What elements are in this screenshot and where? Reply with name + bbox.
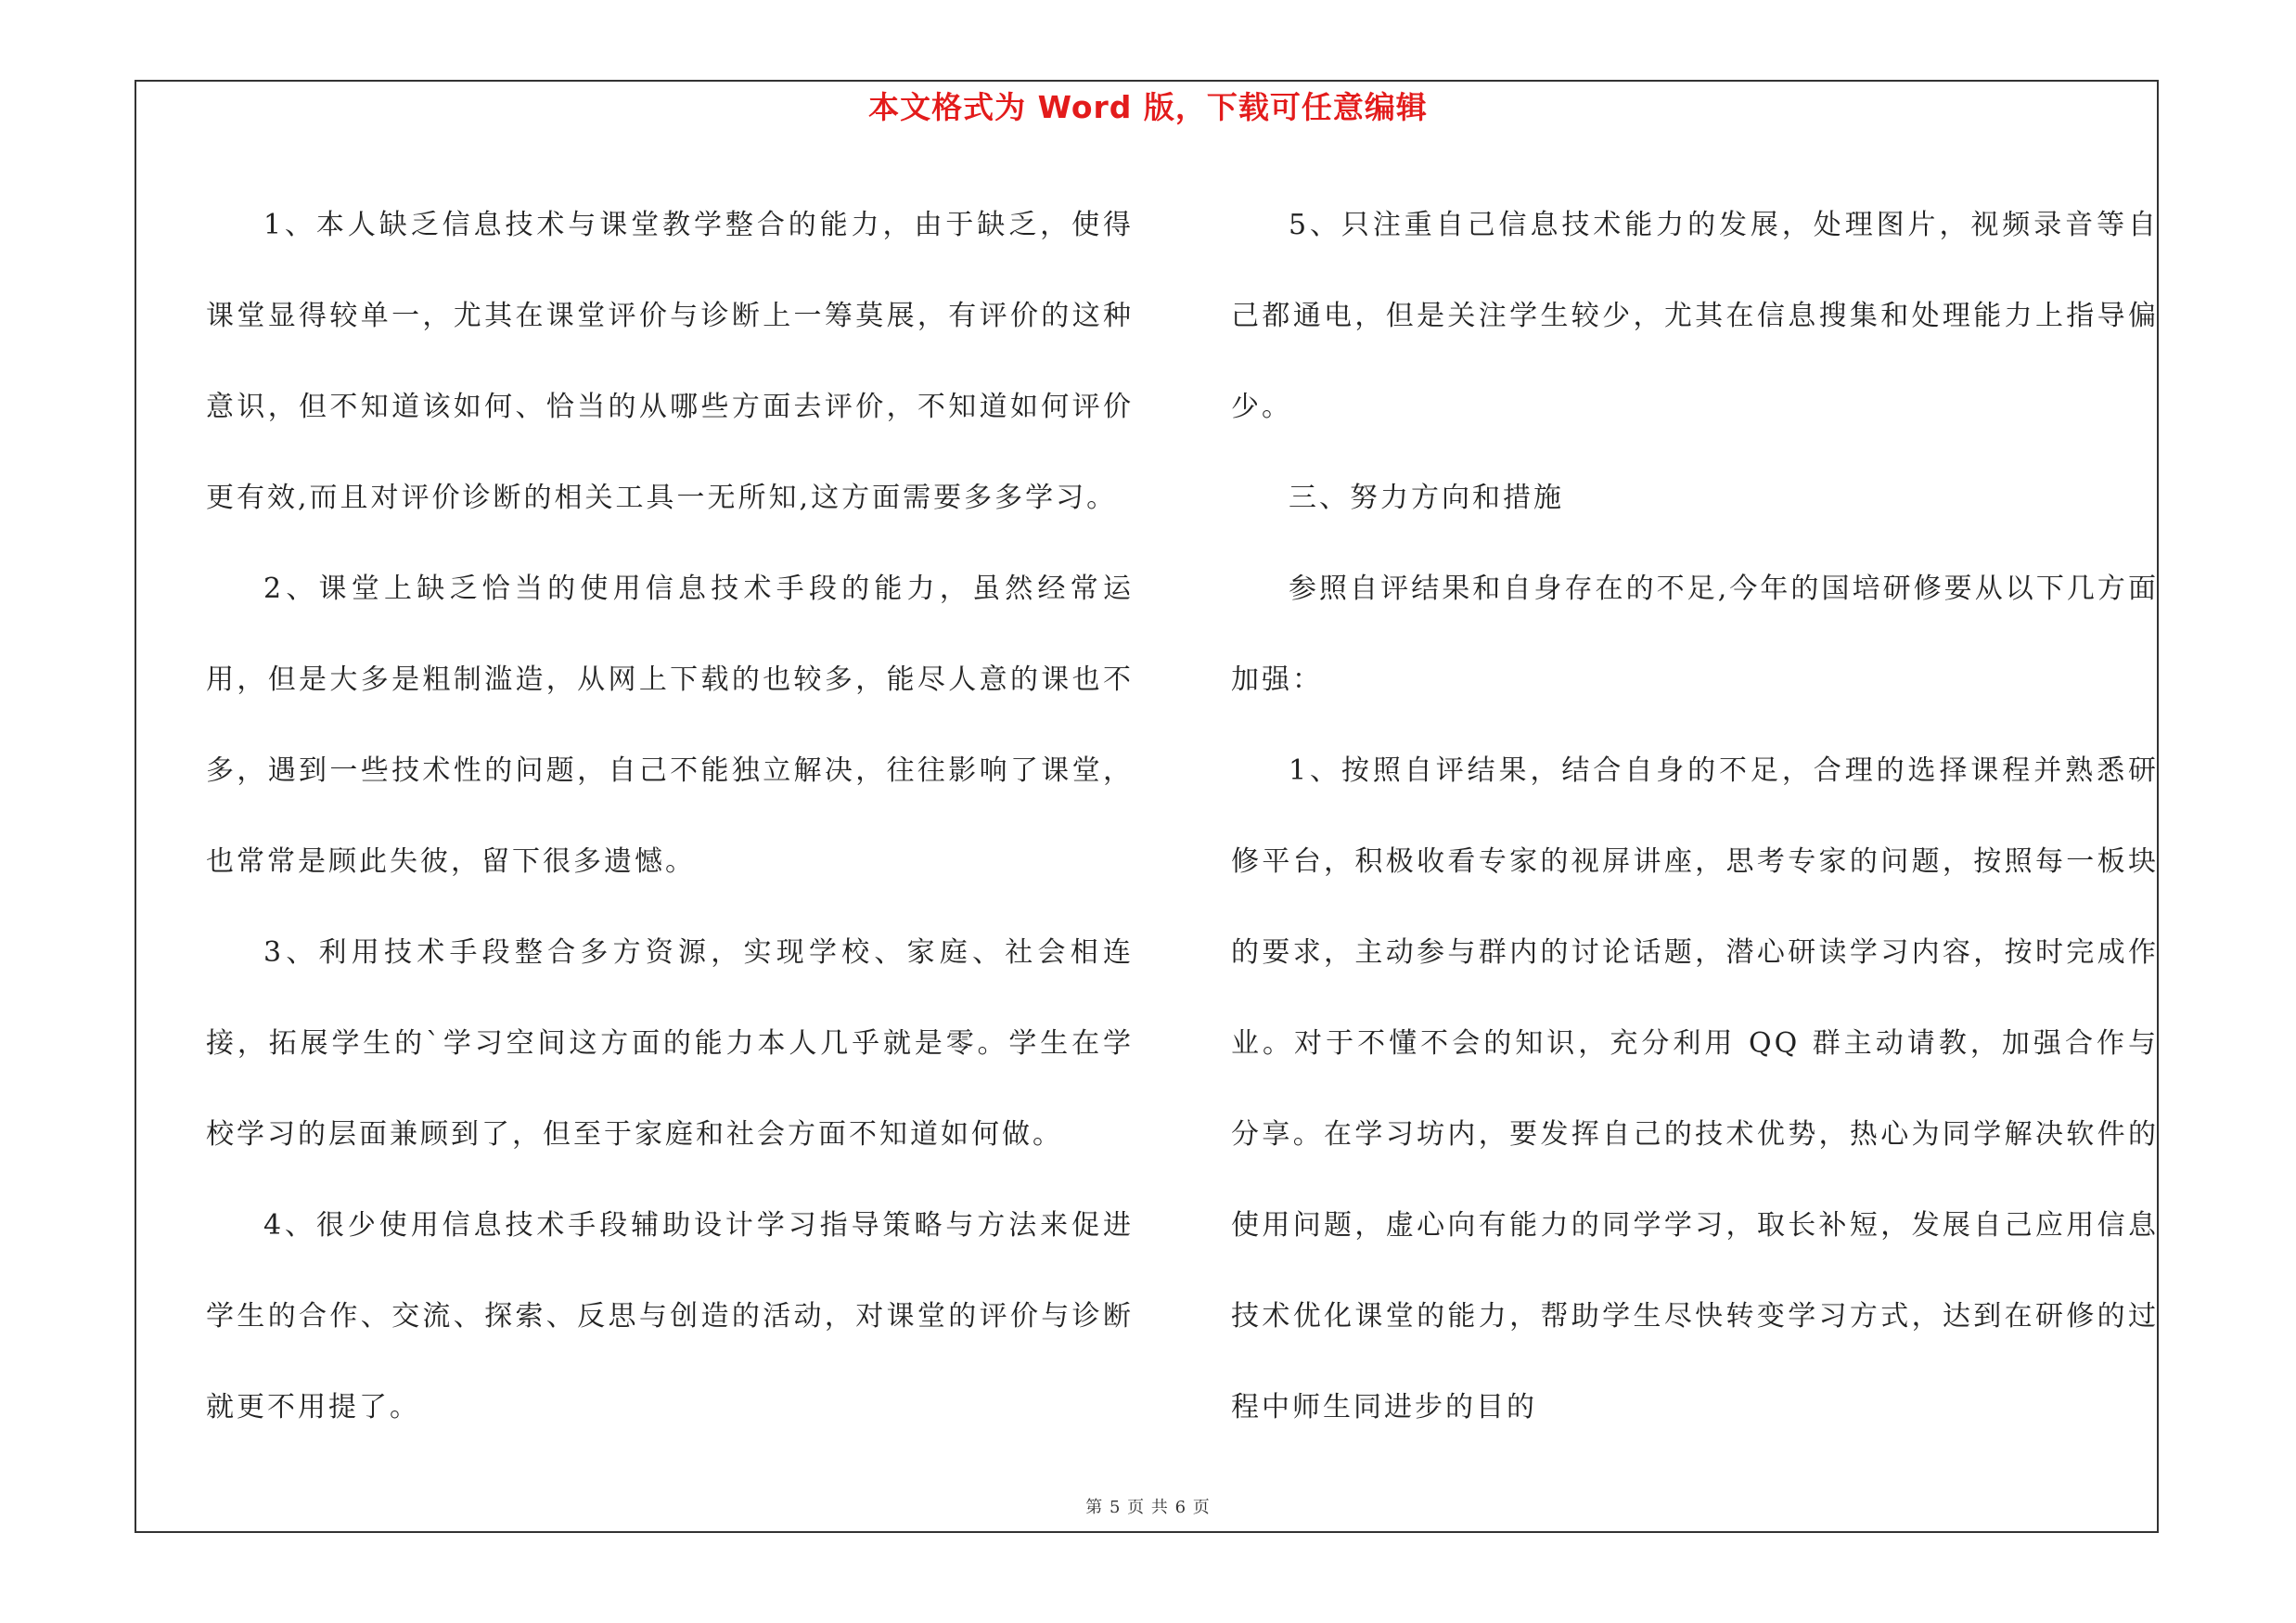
paragraph: 3、利用技术手段整合多方资源，实现学校、家庭、社会相连接，拓展学生的`学习空间这方面的能力本人几乎就是零。学生在学校学习的层面兼顾到了，但至于家庭和社会方面不知道如何做。 [206, 936, 1134, 1151]
left-column [206, 180, 1134, 1453]
paragraph: 5、只注重自己信息技术能力的发展，处理图片，视频录音等自己都通电，但是关注学生较少，尤其在信息搜集和处理能力上指导偏少。 [1231, 209, 2159, 423]
section-heading: 三、努力方向和措施 [1289, 482, 1564, 514]
paragraph: 1、按照自评结果，结合自身的不足，合理的选择课程并熟悉研修平台，积极收看专家的视屏讲座，思考专家的问题，按照每一板块的要求，主动参与群内的讨论话题，潜心研读学习内容，按时完成作业。对于不懂不会的知识，充分利用 QQ 群主动请教，加强合作与分享。在学习坊内，要发挥自己的技术优势，热心为同学解决软件的使用问题，虚心向有能力的同学学习，取长补短，发展自己应用信息技术优化课堂的能力，帮助学生尽快转变学习方式，达到在研修的过程中师生同进步的目的 [1231, 754, 2159, 1423]
paragraph: 2、课堂上缺乏恰当的使用信息技术手段的能力，虽然经常运用，但是大多是粗制滥造，从网上下载的也较多，能尽人意的课也不多，遇到一些技术性的问题，自己不能独立解决，往往影响了课堂，也常常是顾此失彼，留下很多遗憾。 [206, 573, 1134, 878]
paragraph: 4、很少使用信息技术手段辅助设计学习指导策略与方法来促进学生的合作、交流、探索、反思与创造的活动，对课堂的评价与诊断就更不用提了。 [206, 1209, 1134, 1423]
paragraph: 1、本人缺乏信息技术与课堂教学整合的能力，由于缺乏，使得课堂显得较单一，尤其在课堂评价与诊断上一筹莫展，有评价的这种意识，但不知道该如何、恰当的从哪些方面去评价，不知道如何评价更有效,而且对评价诊断的相关工具一无所知,这方面需要多多学习。 [206, 209, 1134, 514]
document-banner: 本文格式为 Word 版，下载可任意编辑 [868, 89, 1428, 125]
page-number-footer: 第 5 页 共 6 页 [1085, 1498, 1211, 1517]
right-column [1231, 180, 2159, 1453]
paragraph: 参照自评结果和自身存在的不足,今年的国培研修要从以下几方面加强： [1231, 573, 2159, 696]
